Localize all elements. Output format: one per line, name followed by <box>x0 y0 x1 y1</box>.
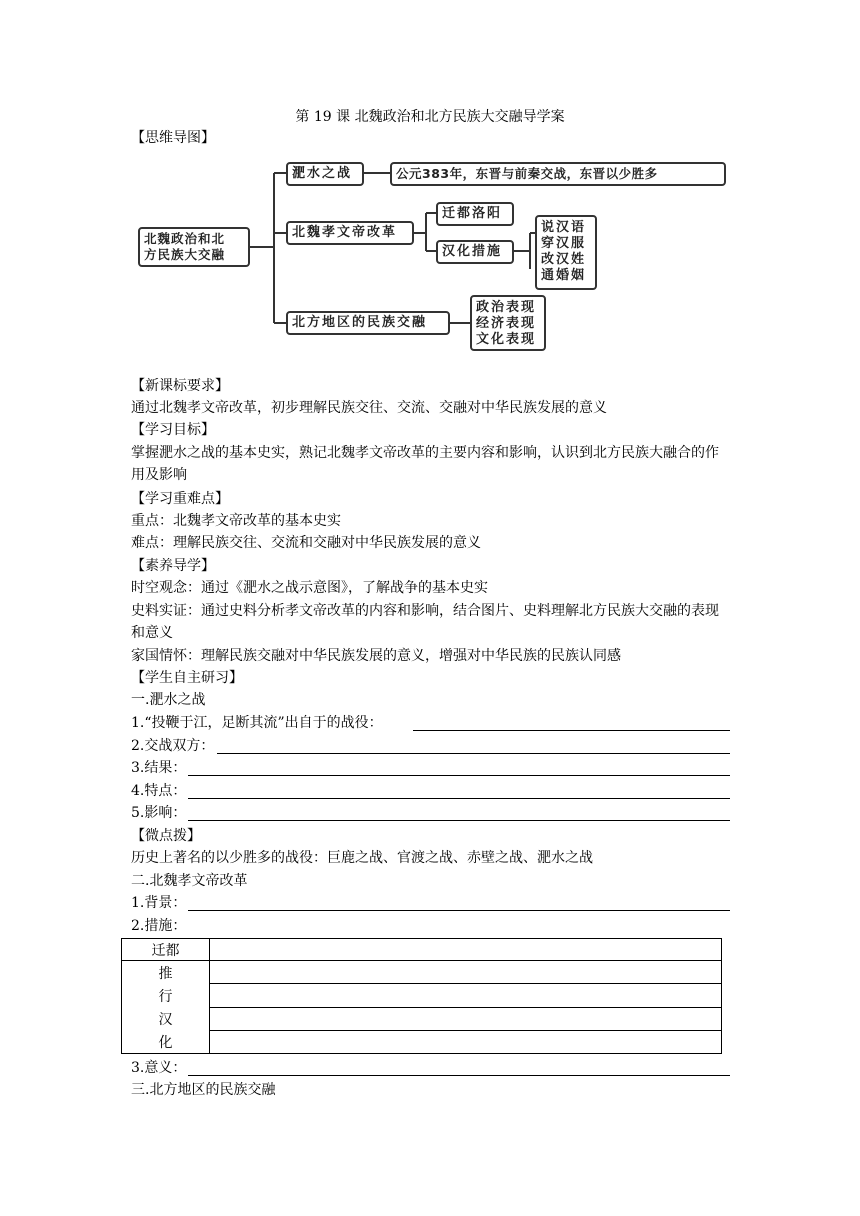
section-heading: 【新课标要求】 <box>131 378 229 394</box>
node-move-capital: 迁都洛阳 <box>436 202 514 226</box>
section-text: 难点：理解民族交往、交流和交融对中华民族发展的意义 <box>131 535 481 551</box>
question-label: 1.“投鞭于江，足断其流”出自于的战役： <box>131 715 383 731</box>
section-heading: 【微点拨】 <box>131 828 201 844</box>
question-label: 5.影响： <box>131 805 187 821</box>
sinicization-item: 通婚姻 <box>541 268 587 283</box>
section-heading: 【学生自主研习】 <box>131 670 243 686</box>
answer-line[interactable] <box>217 753 730 754</box>
vertical-char: 汉 <box>158 1011 173 1028</box>
root-line-1: 北魏政治和北 <box>144 231 226 246</box>
node-northern-fusion: 北方地区的民族交融 <box>286 311 450 335</box>
part-heading: 二.北魏孝文帝改革 <box>131 873 248 889</box>
mind-map-root <box>138 227 250 267</box>
table-cell-label: 迁都 <box>122 939 210 961</box>
answer-line[interactable] <box>188 820 730 821</box>
table-row <box>122 939 722 961</box>
table-cell-answer[interactable] <box>210 961 722 984</box>
question-label: 4.特点： <box>131 783 187 799</box>
section-text: 时空观念：通过《淝水之战示意图》，了解战争的基本史实 <box>131 580 488 596</box>
node-feishui-detail: 公元383年，东晋与前秦交战，东晋以少胜多 <box>390 162 726 186</box>
part-heading: 三.北方地区的民族交融 <box>131 1082 276 1098</box>
mindmap-heading: 【思维导图】 <box>131 130 215 146</box>
root-line-2: 方民族大交融 <box>144 247 226 262</box>
answer-line[interactable] <box>188 798 730 799</box>
table-cell-answer[interactable] <box>210 1007 722 1030</box>
table-row <box>122 1007 722 1030</box>
question-label: 3.结果： <box>131 760 187 776</box>
node-sinicization: 汉化措施 <box>436 240 514 264</box>
node-sinicization-items <box>535 215 597 290</box>
page-title: 第 19 课 北魏政治和北方民族大交融导学案 <box>295 109 565 125</box>
mind-map <box>138 153 738 368</box>
answer-line[interactable] <box>188 910 730 911</box>
table-cell-answer[interactable] <box>210 984 722 1007</box>
node-feishui-battle: 淝水之战 <box>286 162 364 186</box>
table-row <box>122 1030 722 1053</box>
vertical-char: 推 <box>158 965 173 982</box>
table-row <box>122 984 722 1007</box>
fusion-item: 经济表现 <box>476 316 537 331</box>
question-label: 3.意义： <box>131 1060 187 1076</box>
fusion-item: 政治表现 <box>476 300 537 315</box>
part-heading: 一.淝水之战 <box>131 692 206 708</box>
question-label: 2.措施： <box>131 918 187 934</box>
answer-line[interactable] <box>413 730 730 731</box>
measures-table <box>121 938 722 1054</box>
section-text: 历史上著名的以少胜多的战役：巨鹿之战、官渡之战、赤壁之战、淝水之战 <box>131 850 593 866</box>
table-cell-answer[interactable] <box>210 1030 722 1053</box>
answer-line[interactable] <box>188 1075 730 1076</box>
answer-line[interactable] <box>188 775 730 776</box>
table-row <box>122 961 722 984</box>
sinicization-item: 穿汉服 <box>541 236 587 251</box>
section-heading: 【素养导学】 <box>131 558 215 574</box>
vertical-char: 行 <box>158 988 173 1005</box>
question-label: 1.背景： <box>131 895 187 911</box>
section-text: 史料实证：通过史料分析孝文帝改革的内容和影响，结合图片、史料理解北方民族大交融的表现和意义 <box>131 603 719 641</box>
section-text: 重点：北魏孝文帝改革的基本史实 <box>131 513 341 529</box>
fusion-item: 文化表现 <box>476 332 537 347</box>
sinicization-item: 说汉语 <box>541 220 587 235</box>
table-cell-label <box>122 961 210 1054</box>
vertical-char: 化 <box>158 1034 173 1051</box>
section-heading: 【学习重难点】 <box>131 491 229 507</box>
sinicization-item: 改汉姓 <box>541 252 587 267</box>
section-text: 掌握淝水之战的基本史实，熟记北魏孝文帝改革的主要内容和影响，认识到北方民族大融合的作用及影响 <box>131 445 719 483</box>
section-text: 通过北魏孝文帝改革，初步理解民族交往、交流、交融对中华民族发展的意义 <box>131 400 607 416</box>
section-heading: 【学习目标】 <box>131 422 215 438</box>
question-label: 2.交战双方： <box>131 738 215 754</box>
table-cell-answer[interactable] <box>210 939 722 961</box>
node-fusion-items <box>470 295 546 351</box>
section-text: 家国情怀：理解民族交融对中华民族发展的意义，增强对中华民族的民族认同感 <box>131 648 621 664</box>
node-xiaowen-reform: 北魏孝文帝改革 <box>286 221 414 245</box>
